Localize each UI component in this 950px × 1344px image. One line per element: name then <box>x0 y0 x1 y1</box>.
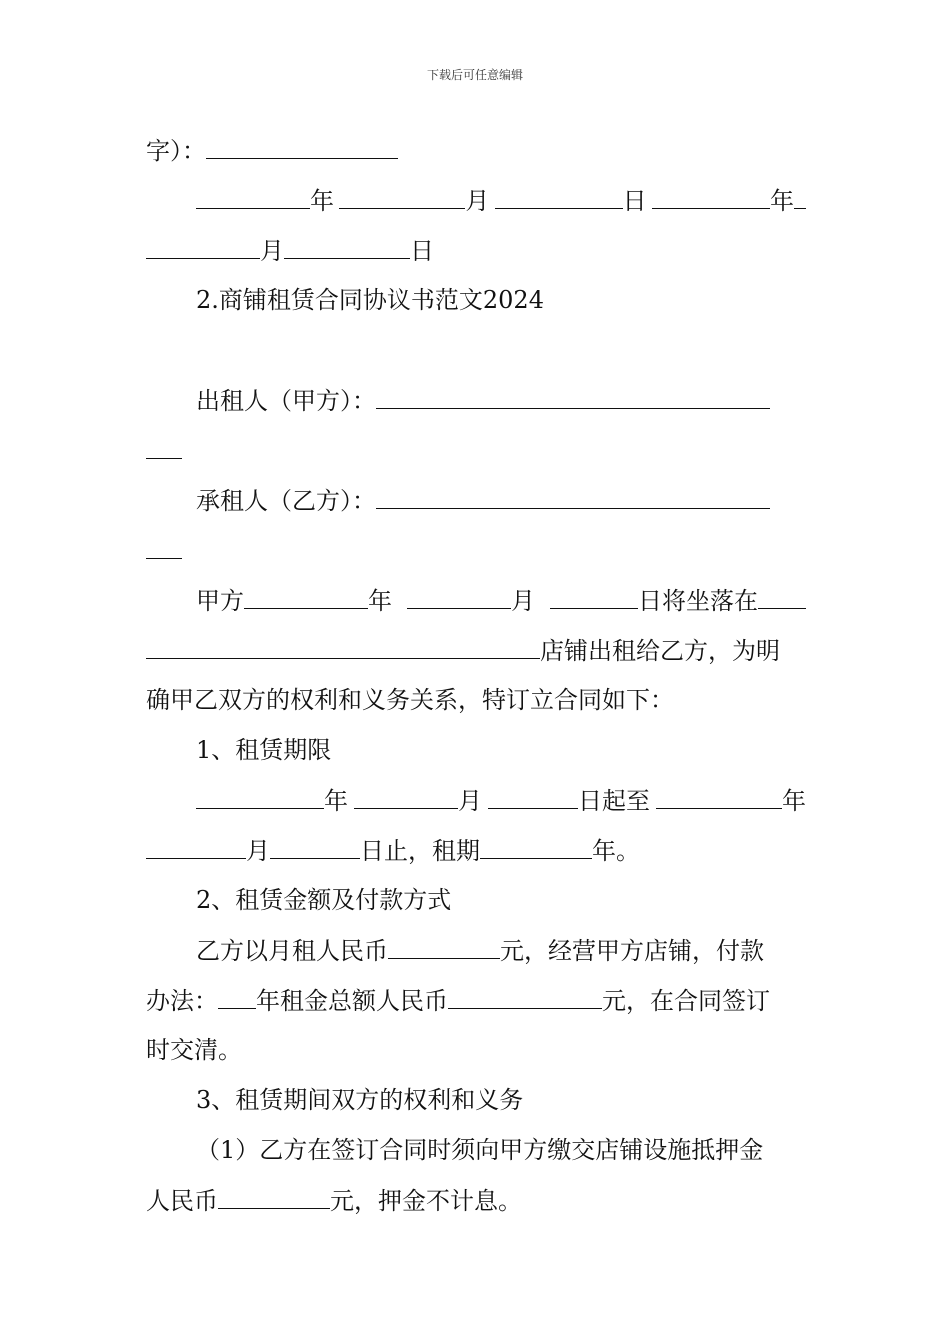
blank-address[interactable] <box>146 636 540 659</box>
blank-month[interactable] <box>354 786 458 809</box>
blank-month[interactable] <box>339 186 465 209</box>
text: 日 <box>410 237 434 265</box>
text: 年 <box>324 787 348 815</box>
text: 元，押金不计息。 <box>330 1187 522 1215</box>
line-rent-3: 时交清。 <box>146 1036 242 1064</box>
page-header: 下载后可任意编辑 <box>426 68 523 82</box>
text: 店铺出租给乙方，为明 <box>540 637 780 665</box>
line-signature-tail <box>146 136 806 165</box>
text: 月 <box>246 837 270 865</box>
text: 年 <box>310 187 334 215</box>
text: 承租人（乙方）： <box>196 487 376 515</box>
blank-day[interactable] <box>284 236 410 259</box>
line-lessee-cont <box>146 536 806 565</box>
text: 年 <box>368 587 392 615</box>
line-lessor-cont <box>146 436 806 465</box>
text: 年 <box>769 187 794 215</box>
line-party-a-2 <box>146 636 806 665</box>
text: 日起至 <box>578 787 650 815</box>
blank-month[interactable] <box>146 236 260 259</box>
blank-field[interactable] <box>146 436 182 459</box>
blank-year[interactable] <box>196 186 310 209</box>
line-deposit-2 <box>146 1186 806 1215</box>
blank-year[interactable] <box>196 786 324 809</box>
blank-deposit[interactable] <box>218 1186 330 1209</box>
blank-day[interactable] <box>270 836 360 859</box>
text: 月 <box>511 587 535 615</box>
section-3-title: 3、租赁期间双方的权利和义务 <box>196 1086 524 1114</box>
line-date-range-1 <box>196 186 806 215</box>
blank-month[interactable] <box>146 836 246 859</box>
text: 甲方 <box>196 587 244 615</box>
blank-monthly-rent[interactable] <box>388 936 500 959</box>
text: 日 <box>622 187 647 215</box>
text: 年 <box>782 787 806 815</box>
line-rent-1 <box>196 936 806 965</box>
text: 人民币 <box>146 1187 218 1215</box>
blank-field[interactable] <box>794 186 806 209</box>
text: 年。 <box>592 837 640 865</box>
line-term-2 <box>146 836 806 865</box>
blank-year[interactable] <box>244 586 368 609</box>
section-1-title: 1、租赁期限 <box>196 736 332 764</box>
text: 日将坐落在 <box>638 587 758 615</box>
line-rent-2 <box>146 986 806 1015</box>
line-deposit-1: （1）乙方在签订合同时须向甲方缴交店铺设施抵押金 <box>196 1136 764 1164</box>
text: 元，经营甲方店铺，付款 <box>500 937 764 965</box>
blank-year[interactable] <box>652 186 770 209</box>
blank-total-rent[interactable] <box>448 986 602 1009</box>
text: 月 <box>465 187 490 215</box>
line-party-a-3: 确甲乙双方的权利和义务关系，特订立合同如下： <box>146 686 674 714</box>
line-term-1 <box>196 786 806 815</box>
text: 日止，租期 <box>360 837 480 865</box>
blank-years[interactable] <box>480 836 592 859</box>
text: 办法： <box>146 987 218 1015</box>
line-lessor <box>196 386 806 415</box>
blank-field[interactable] <box>146 536 182 559</box>
blank-field[interactable] <box>206 136 398 159</box>
blank-lessee[interactable] <box>376 486 770 509</box>
blank-lessor[interactable] <box>376 386 770 409</box>
blank-field[interactable] <box>218 986 256 1009</box>
line-date-range-2 <box>146 236 806 265</box>
section-heading: 2.商铺租赁合同协议书范文2024 <box>196 286 544 314</box>
line-lessee <box>196 486 806 515</box>
text: 乙方以月租人民币 <box>196 937 388 965</box>
blank-address[interactable] <box>758 586 806 609</box>
text: 字）： <box>146 137 206 165</box>
text: 年租金总额人民币 <box>256 987 448 1015</box>
blank-month[interactable] <box>407 586 511 609</box>
text: 月 <box>458 787 482 815</box>
blank-day[interactable] <box>488 786 578 809</box>
text: 元，在合同签订 <box>602 987 770 1015</box>
text: 月 <box>260 237 284 265</box>
text: 出租人（甲方）： <box>196 387 376 415</box>
line-party-a <box>196 586 806 615</box>
blank-day[interactable] <box>495 186 623 209</box>
blank-day[interactable] <box>550 586 638 609</box>
blank-year[interactable] <box>656 786 782 809</box>
section-2-title: 2、租赁金额及付款方式 <box>196 886 452 914</box>
